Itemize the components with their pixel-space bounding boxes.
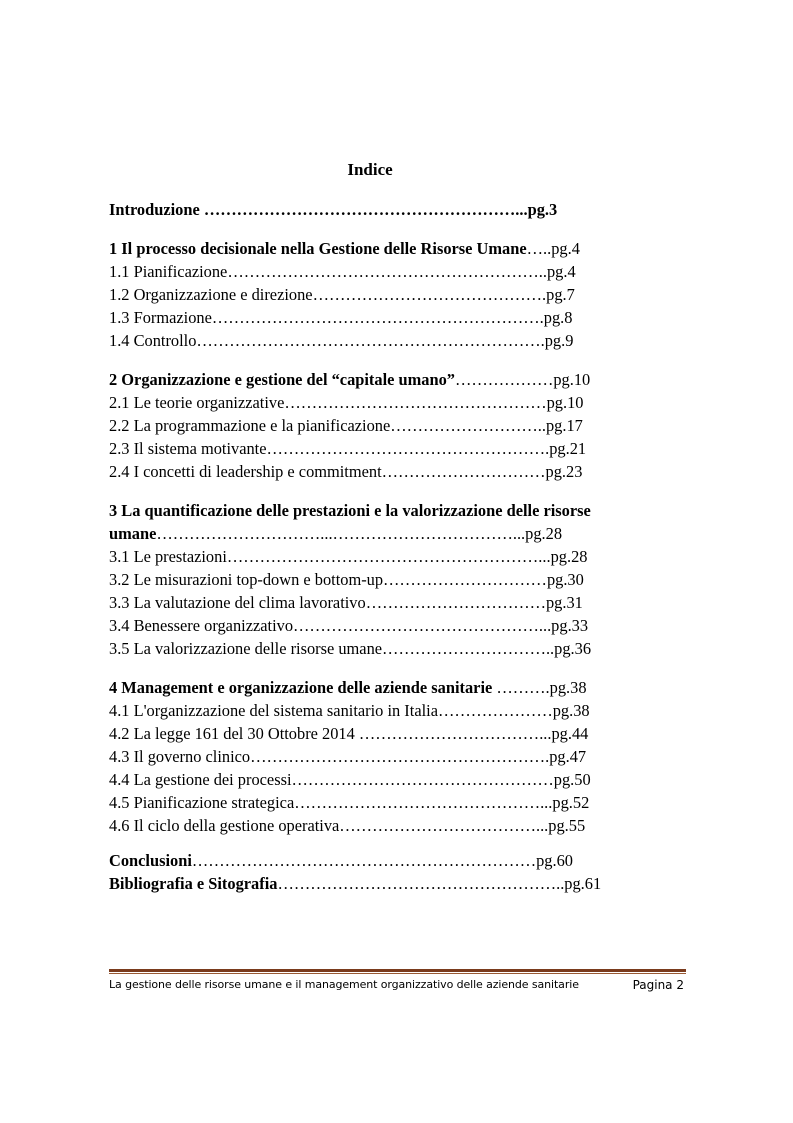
toc-entry-introduction[interactable]: Introduzione …………………………………………………...pg.3 <box>109 200 558 219</box>
toc-bibliography-page: ……………………………………………..pg.61 <box>277 874 602 893</box>
page-title: Indice <box>347 160 393 179</box>
toc-entry-1-3[interactable]: 1.3 Formazione…………………………………………………….pg.8 <box>109 308 573 327</box>
toc-chapter-3-page: …………………………...……………………………...pg.28 <box>156 524 563 543</box>
toc-chapter-3-title-cont: umane <box>109 524 157 543</box>
toc-chapter-4-title: 4 Management e organizzazione delle aziende sanitarie <box>109 678 493 697</box>
toc-entry-1-4[interactable]: 1.4 Controllo……………………………………………………….pg.9 <box>109 331 574 350</box>
toc-conclusions-title: Conclusioni <box>109 851 192 870</box>
toc-bibliography-title: Bibliografia e Sitografia <box>109 874 278 893</box>
toc-chapter-2-page: ………………pg.10 <box>454 370 591 389</box>
footer-page-number: Pagina 2 <box>632 978 684 992</box>
toc-chapter-1-title: 1 Il processo decisionale nella Gestione delle Risorse Umane <box>109 239 527 258</box>
toc-conclusions-page: ………………………………………………………pg.60 <box>191 851 573 870</box>
toc-entry-3-2[interactable]: 3.2 Le misurazioni top-down e bottom-up…………………………pg.30 <box>109 570 584 589</box>
toc-entry-3-3[interactable]: 3.3 La valutazione del clima lavorativo……………………………pg.31 <box>109 593 583 612</box>
toc-entry-3-4[interactable]: 3.4 Benessere organizzativo………………………………………...pg.33 <box>109 616 589 635</box>
toc-chapter-1-page: …..pg.4 <box>526 239 580 258</box>
toc-chapter-2-title: 2 Organizzazione e gestione del “capitale umano” <box>109 370 455 389</box>
toc-entry-4-2[interactable]: 4.2 La legge 161 del 30 Ottobre 2014 ……………………………...pg.44 <box>109 724 589 743</box>
toc-entry-2-2[interactable]: 2.2 La programmazione e la pianificazione………………………..pg.17 <box>109 416 583 435</box>
toc-chapter-4-heading[interactable] <box>109 676 684 699</box>
toc-entry-4-5[interactable]: 4.5 Pianificazione strategica………………………………………...pg.52 <box>109 793 590 812</box>
toc-chapter-4-page: ……….pg.38 <box>492 678 587 697</box>
toc-entry-conclusions[interactable] <box>109 849 684 872</box>
toc-entry-2-1[interactable]: 2.1 Le teorie organizzative…………………………………………pg.10 <box>109 393 584 412</box>
toc-entry-4-1[interactable]: 4.1 L'organizzazione del sistema sanitario in Italia…………………pg.38 <box>109 701 590 720</box>
toc-entry-3-5[interactable]: 3.5 La valorizzazione delle risorse umane…………………………..pg.36 <box>109 639 592 658</box>
toc-entry-1-1[interactable]: 1.1 Pianificazione…………………………………………………..pg.4 <box>109 262 576 281</box>
table-of-contents <box>109 198 684 895</box>
toc-chapter-3-heading[interactable]: 3 La quantificazione delle prestazioni e la valorizzazione delle risorse <box>109 501 591 520</box>
toc-entry-4-6[interactable]: 4.6 Il ciclo della gestione operativa………………………………...pg.55 <box>109 816 586 835</box>
toc-entry-2-4[interactable]: 2.4 I concetti di leadership e commitment…………………………pg.23 <box>109 462 583 481</box>
toc-chapter-2-heading[interactable] <box>109 368 684 391</box>
toc-chapter-3-heading-cont[interactable] <box>109 522 684 545</box>
toc-chapter-1-heading[interactable] <box>109 237 684 260</box>
toc-entry-3-1[interactable]: 3.1 Le prestazioni…………………………………………………...pg.28 <box>109 547 588 566</box>
footer-divider-thin <box>109 973 686 974</box>
toc-entry-2-3[interactable]: 2.3 Il sistema motivante…………………………………………….pg.21 <box>109 439 587 458</box>
toc-entry-bibliography[interactable] <box>109 872 684 895</box>
toc-entry-4-4[interactable]: 4.4 La gestione dei processi…………………………………………pg.50 <box>109 770 591 789</box>
footer-divider <box>109 969 686 972</box>
toc-entry-4-3[interactable]: 4.3 Il governo clinico……………………………………………….pg.47 <box>109 747 587 766</box>
footer-document-title: La gestione delle risorse umane e il management organizzativo delle aziende sanitarie <box>109 978 579 991</box>
toc-entry-1-2[interactable]: 1.2 Organizzazione e direzione…………………………………….pg.7 <box>109 285 575 304</box>
